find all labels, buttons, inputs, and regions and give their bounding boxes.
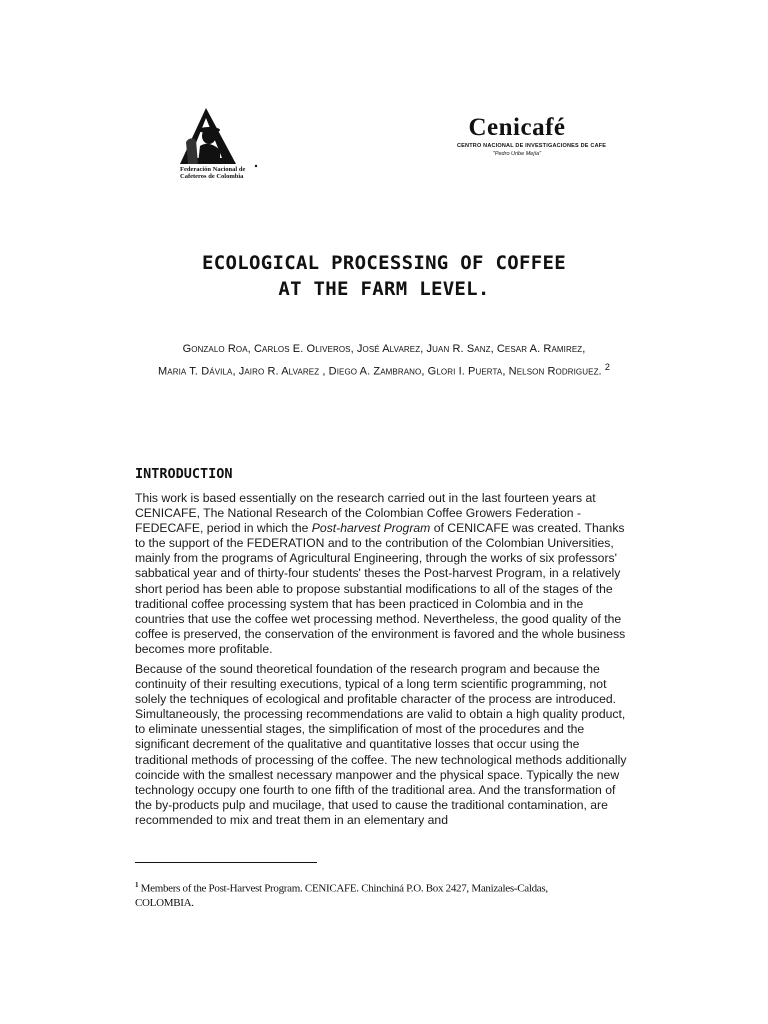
title-line-2: AT THE FARM LEVEL.	[278, 278, 490, 300]
footnote	[135, 878, 595, 910]
document-title	[0, 250, 768, 302]
title-line-1: ECOLOGICAL PROCESSING OF COFFEE	[202, 252, 566, 274]
p1-text-end: of CENICAFE was created. Thanks to the support of the FEDERATION and to the contribution of the Colombian Universities, mainly from the programs of Agricultural Engineering, through the works of six professors' sabbatical year and of thirty-four students' theses the Post-harvest Program, in a relatively short period has been able to propose substantial modifications to all of the stages of the traditional coffee processing system that has been practiced in Colombia and in the countries that use the coffee wet processing method. Nevertheless, the good quality of the coffee is preserved, the conservation of the environment is favored and the whole business becomes more profitable.	[135, 521, 626, 656]
cenicafe-logo	[457, 114, 607, 158]
federation-name-line1: Federación Nacional de	[180, 166, 246, 173]
cenicafe-brand: Cenicafé	[468, 114, 566, 141]
p1-italic-term: Post-harvest Program	[311, 521, 431, 536]
introduction-paragraph-2: Because of the sound theoretical foundation of the research program and because the continuity of their resulting executions, typical of a long term scientific programming, not solely the techniques of ecological and profitable character of the process are introduced. Simultaneously, the processing recommendations are valid to obtain a high quality product, to eliminate unessential stages, the simplification of most of the procedures and the significant decrement of the qualitative and quantitative losses that occur using the traditional methods of processing of the coffee. The new technological methods additionally coincide with the smallest necessary manpower and the physical space. Typically the new technology occupy one fourth to one fifth of the traditional area. And the transformation of the by-products pulp and mucilage, that used to cause the traditional contamination, are recommended to mix and treat them in an elementary and	[135, 662, 627, 827]
federation-logo-text	[180, 166, 270, 180]
federation-name-line2: Cafeteros de Colombia	[180, 173, 244, 180]
cenicafe-tagline: "Pedro Uribe Mejía"	[492, 151, 542, 157]
authors-line-2-text: Maria T. Dávila, Jairo R. Alvarez , Diego A. Zambrano, Glori I. Puerta, Nelson Rodriguez.	[158, 365, 602, 378]
p1-text-start: This work is based essentially on the research carried out in the last fourteen years at CENICAFE, The National Research of the Colombian Coffee Growers Federation - FEDECAFE, period in which the	[135, 491, 596, 536]
footnote-text: Members of the Post-Harvest Program. CENICAFE. Chinchiná P.O. Box 2427, Manizales-Caldas, COLOMBIA.	[135, 882, 548, 909]
introduction-paragraph-1	[135, 491, 635, 657]
footnote-divider	[135, 862, 317, 863]
author-footnote-mark: 2	[604, 362, 610, 372]
section-heading-introduction: INTRODUCTION	[135, 466, 233, 482]
footnote-mark: 1	[135, 881, 139, 889]
authors-line-1: Gonzalo Roa, Carlos E. Oliveros, José Alvarez, Juan R. Sanz, Cesar A. Ramirez,	[182, 343, 586, 355]
authors-line-2	[0, 358, 768, 381]
author-list	[0, 340, 768, 381]
cenicafe-subtitle: CENTRO NACIONAL DE INVESTIGACIONES DE CAFE	[457, 143, 607, 149]
